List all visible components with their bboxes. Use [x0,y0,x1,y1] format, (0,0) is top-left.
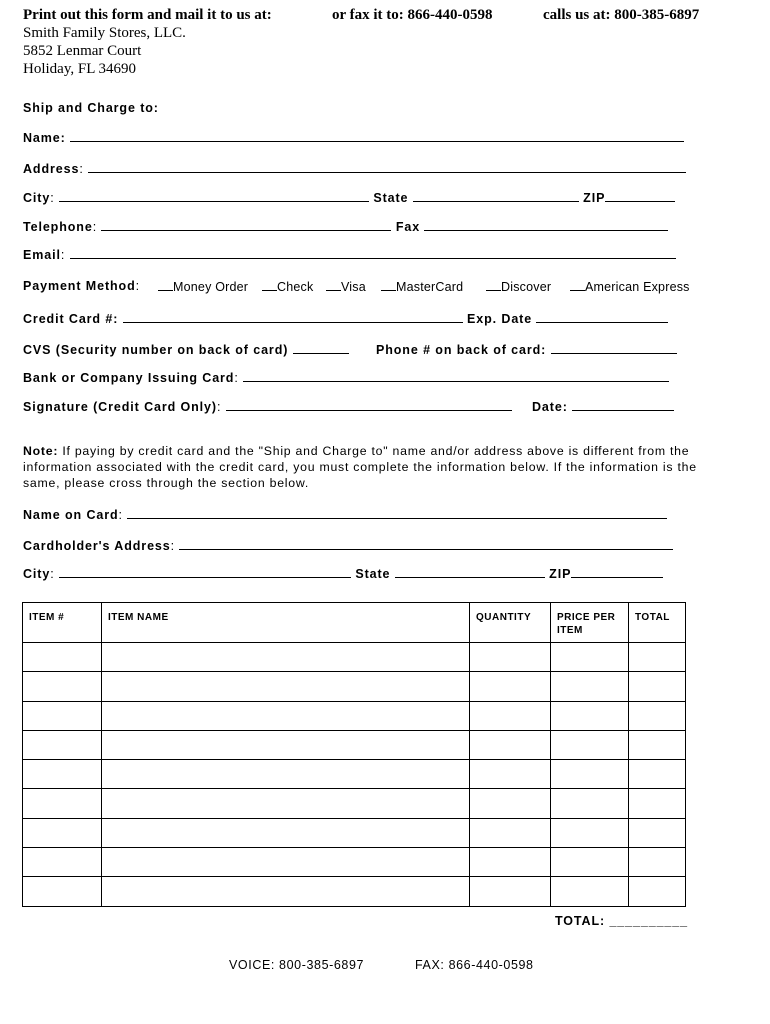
name-label: Name: [23,131,66,145]
quantity-cell[interactable] [470,877,551,906]
table-row [23,877,686,906]
table-row [23,760,686,789]
item-number-cell[interactable] [23,789,102,818]
cvs-row [23,342,349,357]
cardholder-zip-label: ZIP [549,567,572,581]
quantity-cell[interactable] [470,848,551,877]
footer-fax: FAX: 866-440-0598 [415,958,534,972]
date-field[interactable] [572,399,674,411]
item-number-cell[interactable] [23,672,102,701]
quantity-cell[interactable] [470,818,551,847]
city-row: City: State ZIP [23,190,675,205]
cardholder-address-row: Cardholder's Address: [23,538,673,553]
date-label: Date: [532,400,568,414]
total-cell[interactable] [629,848,686,877]
note-paragraph [23,443,703,491]
city-field[interactable] [59,190,369,202]
item-name-cell[interactable] [102,789,470,818]
name-row [23,130,684,145]
cardholder-city-row: City: State ZIP [23,566,663,581]
state-label: State [373,191,409,205]
signature-label: Signature (Credit Card Only) [23,400,217,414]
item-name-cell[interactable] [102,672,470,701]
total-cell[interactable] [629,760,686,789]
ship-heading: Ship and Charge to: [23,101,159,115]
payment-american-express[interactable]: American Express [570,279,690,294]
item-number-cell[interactable] [23,877,102,906]
cardholder-state-field[interactable] [395,566,545,578]
cardholder-city-field[interactable] [59,566,351,578]
item-number-cell[interactable] [23,643,102,672]
item-name-cell[interactable] [102,818,470,847]
total-cell[interactable] [629,730,686,759]
footer-voice: VOICE: 800-385-6897 [229,958,365,972]
exp-date-label: Exp. Date [467,312,533,326]
cardholder-state-label: State [355,567,391,581]
grand-total-field[interactable]: __________ [609,914,688,928]
price-cell[interactable] [551,701,629,730]
exp-date-field[interactable] [536,311,668,323]
quantity-cell[interactable] [470,760,551,789]
credit-card-field[interactable] [123,311,463,323]
total-cell[interactable] [629,818,686,847]
quantity-cell[interactable] [470,701,551,730]
item-number-cell[interactable] [23,848,102,877]
company-name: Smith Family Stores, LLC. [23,25,186,41]
table-row [23,730,686,759]
fax-instruction: or fax it to: 866-440-0598 [332,7,493,23]
item-name-cell[interactable] [102,877,470,906]
grand-total-label: TOTAL: [555,914,606,928]
table-row [23,643,686,672]
table-header-row [23,603,686,643]
quantity-cell[interactable] [470,672,551,701]
price-cell[interactable] [551,818,629,847]
name-field[interactable] [70,130,684,142]
fax-field[interactable] [424,219,668,231]
name-on-card-label: Name on Card [23,508,119,522]
col-price-per-item: PRICE PER ITEM [551,603,629,643]
cvs-field[interactable] [293,342,349,354]
address-label: Address [23,162,80,176]
table-row [23,848,686,877]
payment-check[interactable]: Check [262,279,313,294]
payment-visa[interactable]: Visa [326,279,366,294]
company-city: Holiday, FL 34690 [23,61,137,77]
bank-row: Bank or Company Issuing Card: [23,370,669,385]
address-row: Address: [23,161,686,176]
table-row [23,789,686,818]
cvs-label: CVS (Security number on back of card) [23,343,289,357]
bank-field[interactable] [243,370,669,382]
table-row [23,818,686,847]
item-name-cell[interactable] [102,643,470,672]
price-cell[interactable] [551,760,629,789]
payment-discover[interactable]: Discover [486,279,551,294]
total-cell[interactable] [629,643,686,672]
telephone-field[interactable] [101,219,391,231]
email-label: Email [23,248,61,262]
price-cell[interactable] [551,643,629,672]
note-label: Note: [23,444,59,458]
payment-mastercard[interactable]: MasterCard [381,279,463,294]
item-name-cell[interactable] [102,848,470,877]
total-cell[interactable] [629,877,686,906]
call-instruction: calls us at: 800-385-6897 [543,7,700,23]
payment-row: Payment Method: [23,279,140,293]
price-cell[interactable] [551,672,629,701]
order-items-table [22,602,686,907]
quantity-cell[interactable] [470,643,551,672]
city-label: City [23,191,51,205]
payment-money-order[interactable]: Money Order [158,279,248,294]
item-name-cell[interactable] [102,760,470,789]
cardholder-address-label: Cardholder's Address [23,539,171,553]
grand-total-row [555,914,688,928]
table-row [23,672,686,701]
price-cell[interactable] [551,848,629,877]
credit-card-row [23,311,668,326]
email-field[interactable] [70,247,676,259]
credit-card-label: Credit Card #: [23,312,119,326]
zip-field[interactable] [605,190,675,202]
state-field[interactable] [413,190,579,202]
signature-row: Signature (Credit Card Only): [23,399,512,414]
bank-label: Bank or Company Issuing Card [23,371,235,385]
telephone-label: Telephone [23,220,93,234]
fax-label: Fax [395,220,421,234]
item-name-cell[interactable] [102,701,470,730]
item-number-cell[interactable] [23,701,102,730]
note-text: If paying by credit card and the "Ship and Charge to" name and/or address above is different from the information associated with the credit card, you must complete the information below. If the information is the same, please cross through the section below. [23,444,697,490]
price-cell[interactable] [551,730,629,759]
phone-back-row [376,342,677,357]
payment-label: Payment Method [23,279,136,293]
item-number-cell[interactable] [23,818,102,847]
quantity-cell[interactable] [470,730,551,759]
col-item-name: ITEM NAME [102,603,470,643]
total-cell[interactable] [629,701,686,730]
item-number-cell[interactable] [23,760,102,789]
col-total: TOTAL [629,603,686,643]
date-row [532,399,674,414]
price-cell[interactable] [551,789,629,818]
cardholder-zip-field[interactable] [571,566,663,578]
company-street: 5852 Lenmar Court [23,43,142,59]
item-number-cell[interactable] [23,730,102,759]
table-row [23,701,686,730]
mail-instruction: Print out this form and mail it to us at: [23,7,272,23]
price-cell[interactable] [551,877,629,906]
cardholder-address-field[interactable] [179,538,673,550]
name-on-card-row: Name on Card: [23,507,667,522]
name-on-card-field[interactable] [127,507,667,519]
total-cell[interactable] [629,789,686,818]
signature-field[interactable] [226,399,512,411]
address-field[interactable] [88,161,686,173]
email-row: Email: [23,247,676,262]
phone-back-field[interactable] [551,342,677,354]
phone-back-label: Phone # on back of card: [376,343,547,357]
telephone-row: Telephone: Fax [23,219,668,234]
total-cell[interactable] [629,672,686,701]
col-item-number: ITEM # [23,603,102,643]
cardholder-city-label: City [23,567,51,581]
zip-label: ZIP [583,191,606,205]
quantity-cell[interactable] [470,789,551,818]
item-name-cell[interactable] [102,730,470,759]
col-quantity: QUANTITY [470,603,551,643]
